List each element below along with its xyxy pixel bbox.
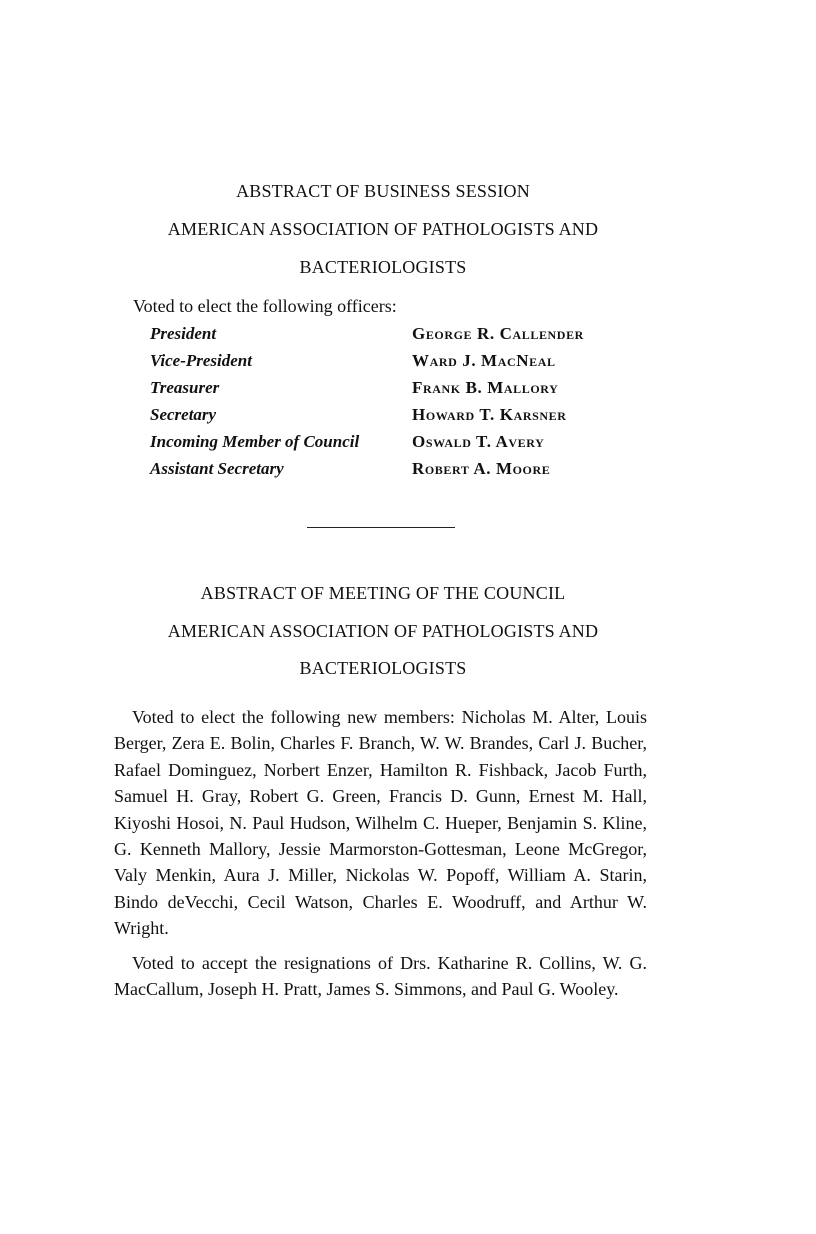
- officer-row: [150, 351, 630, 378]
- council-meeting-org-line-2: BACTERIOLOGISTS: [299, 658, 467, 678]
- officer-name: Robert A. Moore: [412, 459, 551, 478]
- office-title: Secretary: [150, 405, 217, 424]
- office-title: Treasurer: [150, 378, 220, 397]
- officer-name: Oswald T. Avery: [412, 432, 545, 451]
- business-session-org-line: AMERICAN ASSOCIATION OF PATHOLOGISTS AND: [167, 219, 599, 239]
- new-members-paragraph: Voted to elect the following new members: Nicholas M. Alter, Louis Berger, Zera E. Bolin, Charles F. Branch, W. W. Brandes, Carl J. Bucher, Rafael Dominguez, Norbert Enzer, Hamilton R. Fishback, Jacob Furth, Samuel H. Gray, Robert G. Green, Francis D. Gunn, Ernest M. Hall, Kiyoshi Hosoi, N. Paul Hudson, Wilhelm C. Hueper, Benjamin S. Kline, G. Kenneth Mallory, Jessie Marmorston-Gottesman, Leone McGregor, Valy Menkin, Aura J. Miller, Nickolas W. Popoff, William A. Starin, Bindo deVecchi, Cecil Watson, Charles E. Woodruff, and Arthur W. Wright.: [114, 707, 647, 939]
- business-session-title: ABSTRACT OF BUSINESS SESSION: [236, 181, 530, 201]
- council-meeting-org-line: AMERICAN ASSOCIATION OF PATHOLOGISTS AND: [167, 621, 599, 641]
- officer-row: [150, 432, 630, 459]
- officer-name: Ward J. MacNeal: [412, 351, 556, 370]
- section-divider: [307, 527, 455, 528]
- officer-name: Frank B. Mallory: [412, 378, 559, 397]
- office-title: Vice-President: [150, 351, 252, 370]
- officer-row: [150, 405, 630, 432]
- office-title: President: [150, 324, 217, 343]
- council-meeting-title: ABSTRACT OF MEETING OF THE COUNCIL: [200, 583, 566, 603]
- officer-row: [150, 459, 630, 486]
- office-title: Incoming Member of Council: [150, 432, 360, 451]
- office-title: Assistant Secretary: [150, 459, 284, 478]
- officer-name: Howard T. Karsner: [412, 405, 567, 424]
- resignations-paragraph: Voted to accept the resignations of Drs. Katharine R. Collins, W. G. MacCallum, Joseph H. Pratt, James S. Simmons, and Paul G. Wooley.: [114, 953, 647, 1000]
- business-session-org-line-2: BACTERIOLOGISTS: [299, 257, 467, 277]
- officer-name: George R. Callender: [412, 324, 584, 343]
- officers-intro: Voted to elect the following officers:: [133, 296, 397, 316]
- officers-list: [150, 324, 630, 486]
- officer-row: [150, 324, 630, 351]
- officer-row: [150, 378, 630, 405]
